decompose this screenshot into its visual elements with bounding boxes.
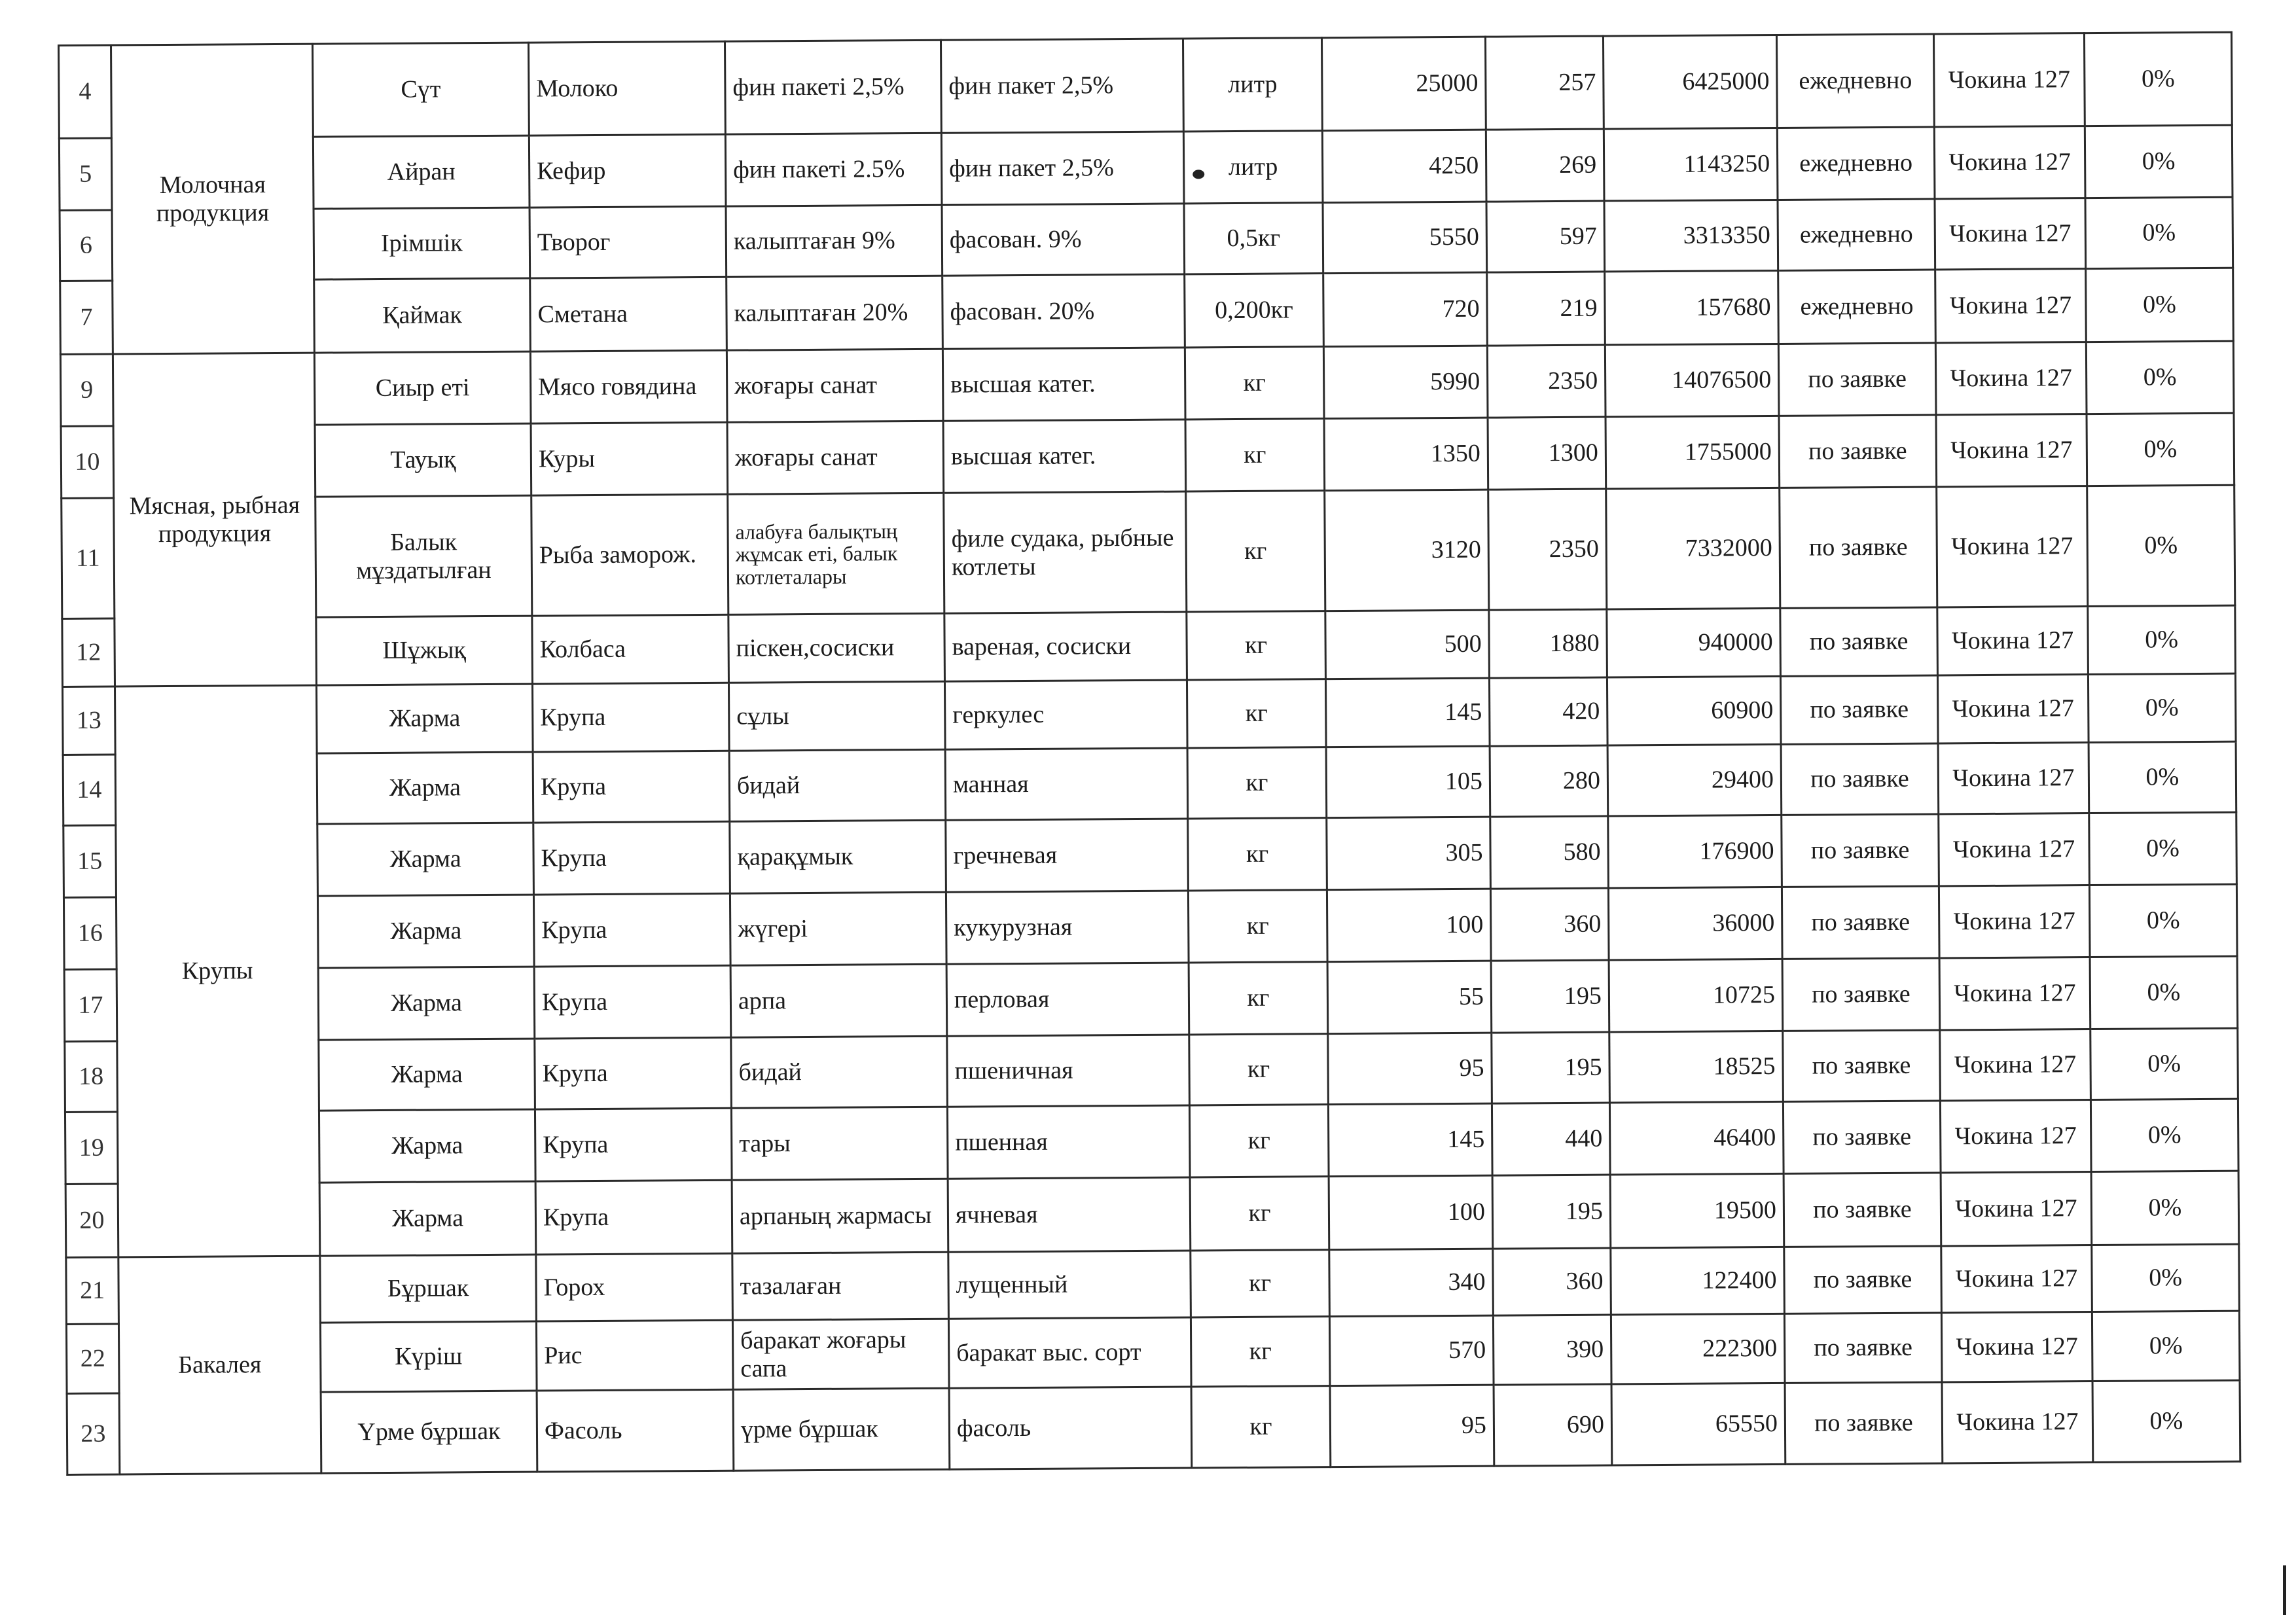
spec-ru: перловая bbox=[946, 963, 1189, 1036]
total-sum: 3313350 bbox=[1604, 200, 1778, 272]
vat-rate: 0% bbox=[2092, 1244, 2240, 1311]
vat-rate: 0% bbox=[2089, 884, 2237, 957]
spec-ru: высшая катег. bbox=[943, 419, 1186, 493]
table-row bbox=[59, 32, 2233, 138]
unit-price: 2350 bbox=[1488, 489, 1607, 610]
unit: кг bbox=[1189, 1105, 1329, 1177]
product-name-kz: Жарма bbox=[319, 1109, 535, 1183]
vat-rate: 0% bbox=[2089, 812, 2237, 885]
unit-price: 219 bbox=[1487, 272, 1605, 346]
product-name-ru: Крупа bbox=[533, 893, 730, 967]
unit-price: 280 bbox=[1490, 745, 1608, 817]
spec-ru: фасован. 20% bbox=[942, 274, 1185, 349]
spec-ru: ячневая bbox=[948, 1177, 1191, 1252]
quantity: 1350 bbox=[1324, 418, 1488, 491]
spec-kz: алабуға балықтың жұмсак еті, балык котлеталары bbox=[728, 493, 944, 615]
product-name-ru: Колбаса bbox=[532, 615, 729, 684]
unit: кг bbox=[1191, 1386, 1331, 1468]
supplier-address: Чокина 127 bbox=[1942, 1382, 2093, 1463]
unit: кг bbox=[1187, 679, 1326, 748]
vat-rate: 0% bbox=[2087, 485, 2235, 606]
total-sum: 19500 bbox=[1610, 1173, 1784, 1248]
quantity: 5990 bbox=[1323, 346, 1488, 419]
ink-dot bbox=[1193, 169, 1204, 179]
supplier-address: Чокина 127 bbox=[1939, 813, 2090, 886]
table-row bbox=[67, 1380, 2240, 1474]
supplier-address: Чокина 127 bbox=[1941, 1312, 2092, 1382]
vat-rate: 0% bbox=[2091, 1171, 2239, 1245]
product-name-ru: Крупа bbox=[535, 1108, 732, 1181]
unit-price: 2350 bbox=[1487, 345, 1605, 418]
supplier-address: Чокина 127 bbox=[1940, 1100, 2091, 1173]
table-row bbox=[59, 125, 2233, 210]
spec-kz: жоғары санат bbox=[726, 349, 943, 422]
product-name-kz: Күріш bbox=[320, 1321, 537, 1392]
unit-price: 257 bbox=[1485, 36, 1604, 130]
supplier-address: Чокина 127 bbox=[1940, 1029, 2091, 1101]
unit: кг bbox=[1191, 1250, 1330, 1317]
unit: кг bbox=[1187, 611, 1326, 680]
unit: 0,5кг bbox=[1184, 203, 1323, 274]
total-sum: 65550 bbox=[1611, 1383, 1785, 1465]
product-name-ru: Крупа bbox=[533, 751, 730, 823]
delivery-frequency: по заявке bbox=[1778, 343, 1936, 416]
unit: кг bbox=[1188, 818, 1327, 891]
table-body bbox=[59, 32, 2240, 1474]
unit: литр bbox=[1183, 131, 1323, 204]
supplier-address: Чокина 127 bbox=[1939, 957, 2090, 1030]
supplier-address: Чокина 127 bbox=[1935, 198, 2086, 270]
spec-ru: лущенный bbox=[948, 1251, 1191, 1319]
table-row bbox=[62, 673, 2236, 755]
total-sum: 46400 bbox=[1609, 1101, 1784, 1175]
row-number: 20 bbox=[65, 1184, 118, 1257]
product-name-kz: Тауық bbox=[315, 423, 531, 497]
supplier-address: Чокина 127 bbox=[1937, 607, 2089, 675]
vat-rate: 0% bbox=[2084, 32, 2232, 126]
product-name-ru: Куры bbox=[531, 422, 728, 495]
total-sum: 7332000 bbox=[1606, 488, 1780, 609]
product-name-ru: Крупа bbox=[535, 1180, 732, 1255]
vat-rate: 0% bbox=[2086, 268, 2234, 342]
total-sum: 157680 bbox=[1605, 270, 1779, 345]
delivery-frequency: по заявке bbox=[1782, 886, 1939, 959]
quantity: 95 bbox=[1330, 1385, 1494, 1467]
spec-kz: баракат жоғары сапа bbox=[732, 1319, 949, 1389]
quantity: 5550 bbox=[1323, 202, 1487, 274]
quantity: 95 bbox=[1328, 1033, 1492, 1105]
row-number: 18 bbox=[65, 1041, 118, 1112]
product-name-kz: Жарма bbox=[317, 823, 534, 896]
table-row bbox=[63, 812, 2237, 897]
delivery-frequency: по заявке bbox=[1780, 607, 1938, 676]
product-name-ru: Мясо говядина bbox=[530, 350, 727, 423]
spec-ru: вареная, сосиски bbox=[944, 612, 1187, 681]
product-name-kz: Жарма bbox=[319, 1181, 536, 1256]
spec-kz: калыптаған 9% bbox=[726, 205, 942, 277]
spec-ru: филе судака, рыбные котлеты bbox=[944, 491, 1187, 613]
product-name-kz: Жарма bbox=[319, 1039, 535, 1111]
total-sum: 6425000 bbox=[1603, 35, 1777, 129]
supplier-address: Чокина 127 bbox=[1938, 743, 2089, 814]
unit-price: 360 bbox=[1493, 1248, 1611, 1315]
row-number: 6 bbox=[60, 210, 113, 281]
table-row bbox=[66, 1311, 2240, 1393]
vat-rate: 0% bbox=[2092, 1380, 2240, 1462]
spec-kz: үрме бұршак bbox=[733, 1388, 950, 1471]
unit-price: 195 bbox=[1492, 1175, 1611, 1249]
spec-kz: жоғары санат bbox=[727, 421, 944, 494]
spec-kz: сұлы bbox=[728, 681, 945, 751]
supplier-address: Чокина 127 bbox=[1934, 126, 2085, 199]
total-sum: 176900 bbox=[1608, 815, 1782, 888]
quantity: 570 bbox=[1329, 1315, 1494, 1386]
table-row bbox=[66, 1244, 2240, 1324]
supplier-address: Чокина 127 bbox=[1941, 1245, 2092, 1313]
supplier-address: Чокина 127 bbox=[1935, 269, 2087, 343]
table-row bbox=[63, 884, 2237, 969]
row-number: 4 bbox=[59, 45, 112, 138]
vat-rate: 0% bbox=[2090, 1028, 2238, 1099]
product-name-ru: Кефир bbox=[529, 134, 726, 207]
product-name-ru: Крупа bbox=[535, 1037, 732, 1109]
total-sum: 122400 bbox=[1611, 1247, 1785, 1315]
spec-ru: пшеничная bbox=[947, 1035, 1190, 1107]
total-sum: 60900 bbox=[1607, 676, 1781, 745]
quantity: 145 bbox=[1328, 1103, 1492, 1177]
delivery-frequency: по заявке bbox=[1782, 814, 1939, 887]
product-name-kz: Жарма bbox=[317, 752, 533, 824]
table-row bbox=[64, 956, 2238, 1041]
spec-ru: гречневая bbox=[946, 819, 1189, 892]
product-name-kz: Қаймак bbox=[314, 278, 531, 353]
row-number: 11 bbox=[62, 498, 115, 618]
table-row bbox=[61, 413, 2234, 498]
product-name-kz: Бұршак bbox=[320, 1255, 537, 1323]
quantity: 100 bbox=[1327, 889, 1491, 962]
row-number: 21 bbox=[66, 1257, 119, 1324]
total-sum: 940000 bbox=[1607, 608, 1781, 677]
spec-ru: геркулес bbox=[944, 680, 1187, 749]
spec-ru: фин пакет 2,5% bbox=[941, 39, 1183, 133]
unit-price: 269 bbox=[1486, 129, 1604, 202]
row-number: 19 bbox=[65, 1112, 118, 1184]
quantity: 100 bbox=[1329, 1175, 1493, 1250]
product-name-ru: Рис bbox=[536, 1320, 733, 1391]
unit: кг bbox=[1185, 347, 1324, 419]
spec-ru: фасоль bbox=[949, 1387, 1192, 1469]
product-name-kz: Үрме бұршак bbox=[321, 1391, 537, 1473]
scan-edge-mark bbox=[2283, 1565, 2286, 1615]
vat-rate: 0% bbox=[2086, 341, 2234, 414]
table-row bbox=[65, 1171, 2239, 1257]
product-name-kz: Сүт bbox=[313, 43, 529, 137]
procurement-table bbox=[58, 31, 2241, 1476]
quantity: 500 bbox=[1325, 610, 1490, 679]
total-sum: 1755000 bbox=[1605, 416, 1780, 489]
supplier-address: Чокина 127 bbox=[1936, 414, 2087, 487]
quantity: 720 bbox=[1323, 272, 1488, 347]
group-name: Молочная продукция bbox=[111, 44, 315, 354]
spec-ru: пшенная bbox=[947, 1105, 1190, 1179]
unit: кг bbox=[1189, 962, 1328, 1035]
quantity: 4250 bbox=[1322, 130, 1486, 203]
unit: кг bbox=[1191, 1317, 1330, 1387]
unit-price: 1300 bbox=[1488, 417, 1606, 490]
row-number: 17 bbox=[64, 969, 117, 1041]
product-name-ru: Сметана bbox=[530, 277, 727, 351]
supplier-address: Чокина 127 bbox=[1939, 885, 2090, 958]
group-name: Мясная, рыбная продукция bbox=[113, 353, 316, 687]
spec-kz: калыптаған 20% bbox=[726, 276, 943, 350]
unit: литр bbox=[1183, 38, 1322, 132]
product-name-kz: Ірімшік bbox=[314, 207, 530, 279]
delivery-frequency: по заявке bbox=[1779, 415, 1937, 488]
unit-price: 440 bbox=[1492, 1103, 1610, 1175]
row-number: 5 bbox=[59, 138, 112, 210]
spec-ru: фасован. 9% bbox=[942, 204, 1185, 276]
vat-rate: 0% bbox=[2088, 673, 2236, 742]
unit-price: 390 bbox=[1493, 1315, 1611, 1385]
product-name-kz: Жарма bbox=[317, 895, 534, 968]
unit-price: 360 bbox=[1490, 888, 1609, 961]
delivery-frequency: по заявке bbox=[1780, 675, 1938, 744]
spec-ru: манная bbox=[945, 748, 1188, 820]
row-number: 14 bbox=[63, 755, 116, 825]
total-sum: 10725 bbox=[1609, 959, 1783, 1032]
product-name-kz: Сиыр еті bbox=[314, 351, 531, 425]
product-name-ru: Крупа bbox=[532, 683, 729, 752]
spec-ru: фин пакет 2,5% bbox=[941, 132, 1184, 205]
unit: кг bbox=[1185, 419, 1325, 491]
vat-rate: 0% bbox=[2085, 197, 2233, 268]
vat-rate: 0% bbox=[2085, 125, 2233, 198]
delivery-frequency: по заявке bbox=[1784, 1173, 1941, 1247]
row-number: 7 bbox=[60, 281, 113, 354]
table-row bbox=[60, 341, 2234, 426]
product-name-ru: Крупа bbox=[534, 965, 731, 1039]
vat-rate: 0% bbox=[2090, 956, 2238, 1029]
table-row bbox=[65, 1028, 2238, 1112]
row-number: 23 bbox=[67, 1393, 120, 1474]
table-row bbox=[62, 485, 2235, 618]
quantity: 3120 bbox=[1325, 490, 1489, 611]
delivery-frequency: по заявке bbox=[1785, 1382, 1943, 1464]
row-number: 15 bbox=[63, 825, 117, 897]
spec-kz: қарақұмык bbox=[730, 820, 946, 893]
unit: кг bbox=[1188, 890, 1327, 963]
group-name: Бакалея bbox=[118, 1256, 321, 1474]
delivery-frequency: ежедневно bbox=[1777, 127, 1935, 200]
spec-kz: фин пакеті 2.5% bbox=[725, 133, 942, 206]
group-name: Крупы bbox=[115, 685, 319, 1257]
product-name-kz: Жарма bbox=[316, 684, 533, 753]
product-name-ru: Фасоль bbox=[537, 1389, 734, 1472]
spec-ru: кукурузная bbox=[946, 891, 1189, 964]
delivery-frequency: по заявке bbox=[1784, 1246, 1942, 1313]
spec-ru: баракат выс. сорт bbox=[948, 1317, 1191, 1388]
unit-price: 580 bbox=[1490, 816, 1609, 889]
supplier-address: Чокина 127 bbox=[1935, 342, 2087, 415]
unit-price: 597 bbox=[1486, 201, 1605, 272]
supplier-address: Чокина 127 bbox=[1933, 33, 2085, 127]
quantity: 55 bbox=[1327, 961, 1492, 1034]
product-name-ru: Горох bbox=[536, 1253, 733, 1321]
row-number: 9 bbox=[60, 354, 113, 426]
delivery-frequency: по заявке bbox=[1784, 1313, 1942, 1383]
total-sum: 14076500 bbox=[1605, 344, 1779, 417]
delivery-frequency: по заявке bbox=[1783, 1101, 1941, 1173]
spec-kz: піскен,сосиски bbox=[728, 613, 945, 683]
unit: 0,200кг bbox=[1185, 274, 1324, 348]
unit: кг bbox=[1187, 747, 1327, 819]
total-sum: 1143250 bbox=[1604, 128, 1778, 201]
vat-rate: 0% bbox=[2089, 741, 2236, 813]
table-row bbox=[60, 268, 2234, 354]
delivery-frequency: по заявке bbox=[1783, 1030, 1941, 1101]
unit-price: 1880 bbox=[1489, 609, 1607, 678]
table-row bbox=[63, 741, 2236, 825]
spec-kz: тазалаған bbox=[732, 1252, 949, 1320]
row-number: 10 bbox=[61, 426, 114, 498]
quantity: 305 bbox=[1327, 817, 1491, 890]
product-name-ru: Творог bbox=[529, 206, 726, 278]
spec-kz: жүгері bbox=[730, 892, 946, 965]
spec-kz: бидай bbox=[729, 749, 946, 821]
supplier-address: Чокина 127 bbox=[1937, 486, 2088, 607]
spec-kz: фин пакеті 2,5% bbox=[725, 40, 941, 134]
unit-price: 420 bbox=[1489, 677, 1607, 746]
supplier-address: Чокина 127 bbox=[1941, 1172, 2092, 1246]
quantity: 105 bbox=[1326, 746, 1490, 818]
unit-price: 195 bbox=[1491, 960, 1609, 1033]
product-name-ru: Рыба заморож. bbox=[531, 494, 728, 616]
unit: кг bbox=[1189, 1034, 1329, 1105]
quantity: 25000 bbox=[1321, 37, 1486, 131]
spec-kz: арпаның жармасы bbox=[732, 1179, 948, 1253]
product-name-ru: Молоко bbox=[528, 41, 725, 135]
delivery-frequency: ежедневно bbox=[1778, 199, 1935, 270]
table-row bbox=[60, 197, 2233, 281]
spec-ru: высшая катег. bbox=[942, 348, 1185, 421]
spec-kz: тары bbox=[731, 1107, 948, 1180]
spec-kz: арпа bbox=[730, 964, 947, 1037]
product-name-kz: Балык мұздатылған bbox=[315, 495, 532, 617]
delivery-frequency: по заявке bbox=[1782, 958, 1940, 1031]
quantity: 340 bbox=[1329, 1249, 1494, 1317]
unit-price: 690 bbox=[1494, 1384, 1612, 1466]
scanned-page bbox=[58, 31, 2239, 1472]
row-number: 13 bbox=[62, 687, 115, 755]
spec-kz: бидай bbox=[731, 1036, 948, 1108]
unit-price: 195 bbox=[1492, 1032, 1610, 1103]
table-row bbox=[62, 605, 2236, 687]
delivery-frequency: по заявке bbox=[1780, 487, 1937, 608]
vat-rate: 0% bbox=[2092, 1311, 2240, 1381]
total-sum: 29400 bbox=[1607, 744, 1782, 816]
total-sum: 36000 bbox=[1608, 887, 1782, 960]
delivery-frequency: ежедневно bbox=[1776, 34, 1934, 128]
total-sum: 222300 bbox=[1611, 1313, 1785, 1384]
product-name-kz: Айран bbox=[313, 135, 529, 209]
unit: кг bbox=[1190, 1177, 1329, 1251]
unit: кг bbox=[1186, 491, 1325, 612]
total-sum: 18525 bbox=[1609, 1031, 1784, 1103]
row-number: 22 bbox=[66, 1324, 119, 1393]
row-number: 12 bbox=[62, 618, 115, 687]
product-name-ru: Крупа bbox=[533, 821, 730, 895]
delivery-frequency: по заявке bbox=[1781, 743, 1939, 815]
product-name-kz: Жарма bbox=[318, 967, 535, 1040]
vat-rate: 0% bbox=[2090, 1099, 2238, 1171]
delivery-frequency: ежедневно bbox=[1778, 270, 1936, 344]
product-name-kz: Шұжық bbox=[316, 616, 533, 685]
row-number: 16 bbox=[63, 897, 117, 969]
quantity: 145 bbox=[1325, 678, 1490, 747]
vat-rate: 0% bbox=[2087, 413, 2234, 486]
vat-rate: 0% bbox=[2088, 605, 2236, 674]
table-row bbox=[65, 1099, 2238, 1184]
supplier-address: Чокина 127 bbox=[1937, 675, 2089, 743]
